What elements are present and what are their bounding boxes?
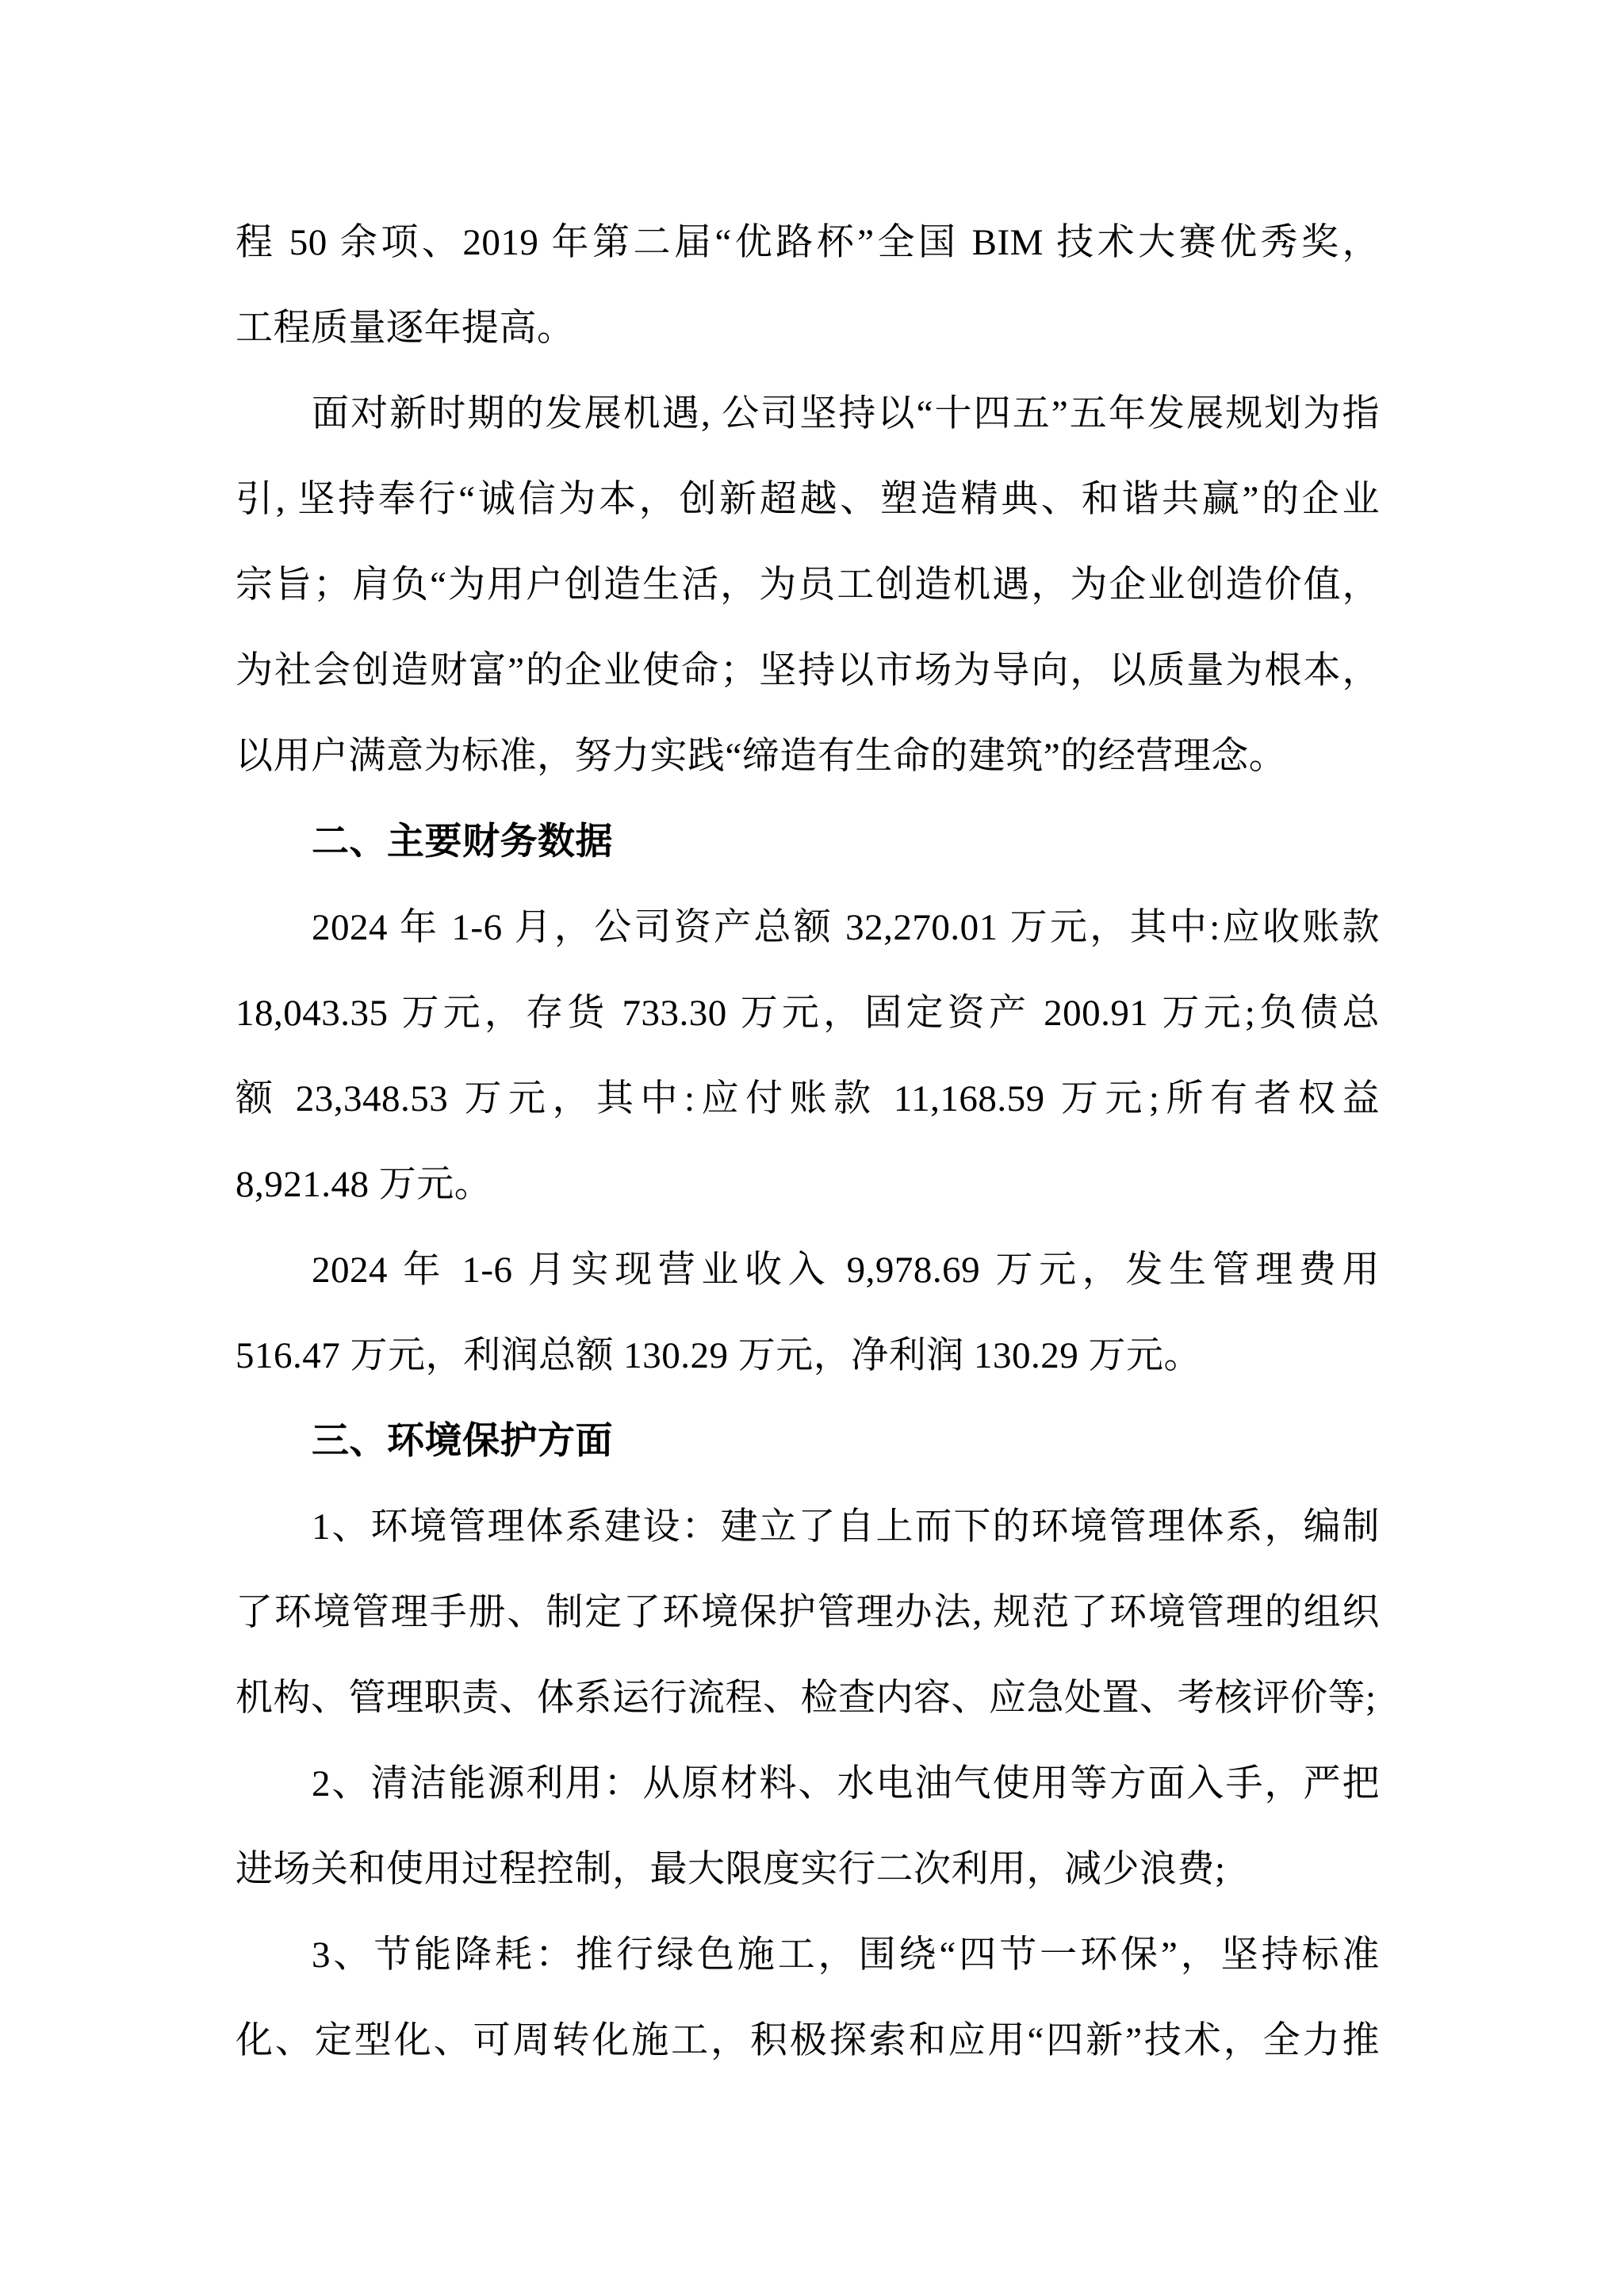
text-line: 1、环境管理体系建设：建立了自上而下的环境管理体系，编制: [312, 1506, 1380, 1548]
text-line: 18,043.35 万元，存货 733.30 万元，固定资产 200.91 万元;负债总: [236, 993, 1380, 1034]
section-heading: 三、环境保护方面: [312, 1421, 613, 1462]
text-line: 工程质量逐年提高。: [236, 308, 575, 349]
text-line: 516.47 万元，利润总额 130.29 万元，净利润 130.29 万元。: [236, 1335, 1201, 1376]
text-line: 以用户满意为标准，努力实践“缔造有生命的建筑”的经营理念。: [236, 736, 1287, 777]
text-line: 机构、管理职责、体系运行流程、检查内容、应急处置、考核评价等;: [236, 1678, 1377, 1719]
section-heading: 二、主要财务数据: [312, 821, 613, 863]
text-line: 面对新时期的发展机遇, 公司坚持以“十四五”五年发展规划为指: [312, 393, 1380, 434]
text-line: 额 23,348.53 万元，其中:应付账款 11,168.59 万元;所有者权益: [236, 1078, 1380, 1119]
text-line: 2024 年 1-6 月实现营业收入 9,978.69 万元，发生管理费用: [312, 1249, 1380, 1291]
text-line: 8,921.48 万元。: [236, 1164, 492, 1205]
text-line: 3、节能降耗：推行绿色施工，围绕“四节一环保”，坚持标准: [312, 1934, 1380, 1976]
text-line: 2024 年 1-6 月，公司资产总额 32,270.01 万元，其中:应收账款: [312, 907, 1380, 948]
text-line: 宗旨；肩负“为用户创造生活，为员工创造机遇，为企业创造价值，: [236, 564, 1380, 606]
text-line: 化、定型化、可周转化施工，积极探索和应用“四新”技术，全力推: [236, 2020, 1380, 2061]
document-content: [236, 200, 1380, 2084]
text-line: 了环境管理手册、制定了环境保护管理办法, 规范了环境管理的组织: [236, 1592, 1380, 1633]
text-line: 进场关和使用过程控制，最大限度实行二次利用，减少浪费;: [236, 1849, 1226, 1890]
text-line: 为社会创造财富”的企业使命；坚持以市场为导向，以质量为根本，: [236, 650, 1380, 691]
text-line: 2、清洁能源利用：从原材料、水电油气使用等方面入手，严把: [312, 1763, 1380, 1804]
text-line: 程 50 余项、2019 年第二届“优路杯”全国 BIM 技术大赛优秀奖，: [236, 222, 1380, 263]
text-line: 引, 坚持奉行“诚信为本，创新超越、塑造精典、和谐共赢”的企业: [236, 479, 1380, 520]
